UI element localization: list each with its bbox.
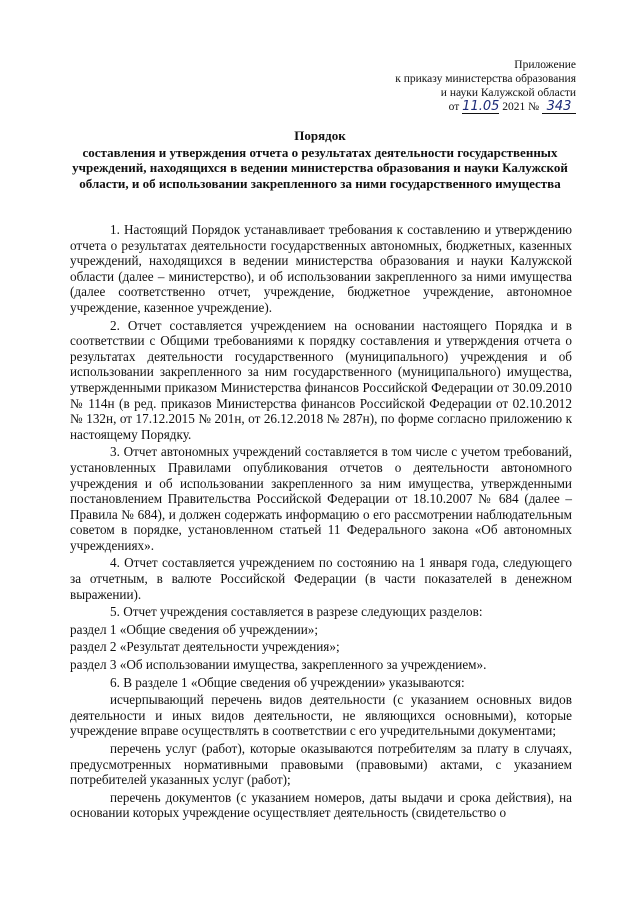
title-heading: Порядок [294,128,346,143]
paragraph-6: 6. В разделе 1 «Общие сведения об учреждении» указываются: [110,674,465,690]
year-label: 2021 № [502,101,540,113]
handwritten-date: 11.05 [462,99,500,114]
paragraph-5: 5. Отчет учреждения составляется в разрезе следующих разделов: [110,604,483,620]
section-item-1: раздел 1 «Общие сведения об учреждении»; [70,621,319,637]
section-item-3: раздел 3 «Об использовании имущества, закрепленного за учреждением». [70,657,487,673]
appendix-label: Приложение [514,59,576,71]
list-item-activities: исчерпывающий перечень видов деятельности (с указанием основных видов деятельности и иных видов деятельности, не являющихся основными), которые учреждение вправе осуществлять в соответствии с его учредительными документами; [70,692,572,739]
list-item-documents: перечень документов (с указанием номеров, даты выдачи и срока действия), на основании которых учреждение осуществляет деятельность (свидетельство о [70,789,572,821]
document-title [70,128,570,191]
appendix-date-line [336,100,576,114]
appendix-header [336,58,576,114]
appendix-order-ref: к приказу министерства образования [395,73,576,85]
title-subtitle: составления и утверждения отчета о результатах деятельности государственных учреждений, находящихся в ведении министерства образования и науки Калужской области, и об использовании закрепленного за ними государственного имущества [72,145,568,191]
appendix-ministry: и науки Калужской области [440,87,576,99]
paragraph-4: 4. Отчет составляется учреждением по состоянию на 1 января года, следующего за отчетным, в валюте Российской Федерации (в части показателей в денежном выражении). [70,555,572,602]
list-item-services: перечень услуг (работ), которые оказываются потребителям за плату в случаях, предусмотренных нормативными правовыми (правовыми) актами, с указанием потребителей указанных услуг (работ); [70,741,572,788]
paragraph-3: 3. Отчет автономных учреждений составляется в том числе с учетом требований, установленных Правилами опубликования отчетов о деятельности автономного учреждения и об использовании закрепленного за ним имущества, утвержденными постановлением Правительства Российской Федерации от 18.10.2007 № 684 (далее – Правила № 684), и должен содержать информацию о его рассмотрении наблюдательным советом в порядке, установленном статьей 11 Федерального закона «Об автономных учреждениях». [70,444,572,553]
handwritten-number: 343 [542,101,576,114]
paragraph-1: 1. Настоящий Порядок устанавливает требования к составлению и утверждению отчета о результатах деятельности государственных автономных, бюджетных, казенных учреждений, находящихся в ведении министерства образования и науки Калужской области (далее – министерство), и об использовании закрепленного за ними имущества (далее соответственно отчет, учреждение, бюджетное учреждение, автономное учреждение, казенное учреждение). [70,222,572,315]
document-body [70,222,572,823]
paragraph-2: 2. Отчет составляется учреждением на основании настоящего Порядка и в соответствии с Общими требованиями к порядку составления и утверждения отчета о результатах деятельности государственного (муниципального) учреждения и об использовании закрепленного за ним государственного (муниципального) имущества, утвержденными приказом Министерства финансов Российской Федерации от 30.09.2010 № 114н (в ред. приказов Министерства финансов Российской Федерации от 02.10.2012 № 132н, от 17.12.2015 № 201н, от 26.12.2018 № 287н), по форме согласно приложению к настоящему Порядку. [70,317,572,442]
date-prefix: от [448,101,460,113]
section-item-2: раздел 2 «Результат деятельности учреждения»; [70,639,340,655]
